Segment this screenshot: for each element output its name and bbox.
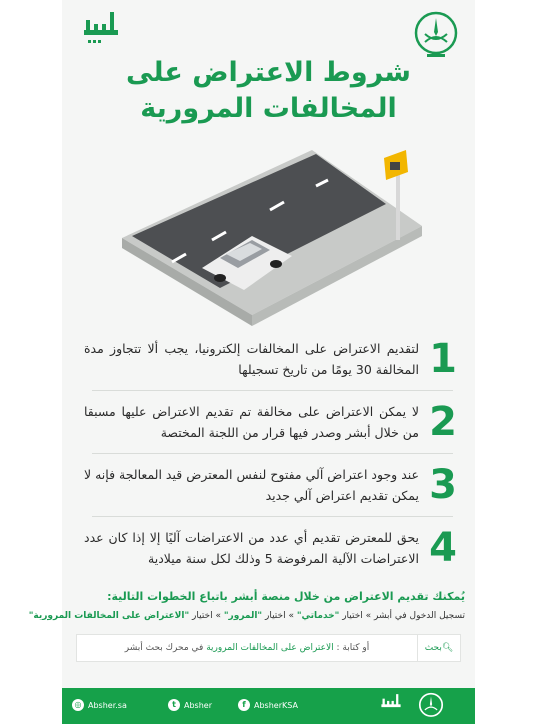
globe-icon: ◎ xyxy=(72,699,84,711)
absher-logo-small xyxy=(380,693,402,719)
facebook-icon: f xyxy=(238,699,250,711)
search-bar xyxy=(76,634,461,662)
path-highlight: "خدماتي" xyxy=(296,611,340,621)
path-highlight: "الاعتراض على المخالفات المرورية" xyxy=(28,611,190,621)
search-icon: 🔍︎ xyxy=(441,643,454,653)
path-step: اختيار xyxy=(192,611,213,621)
hint-suffix: في محرك بحث أبشر xyxy=(124,643,204,653)
divider xyxy=(92,453,453,454)
search-button[interactable] xyxy=(417,635,460,661)
path-step: اختيار xyxy=(264,611,286,621)
instructions-heading: يُمكنك تقديم الاعتراض من خلال منصة أبشر باتباع الخطوات التالية: xyxy=(107,590,465,603)
ministry-emblem-small-icon xyxy=(418,692,444,720)
list-item xyxy=(84,330,461,388)
footer-site-label: Absher.sa xyxy=(88,700,127,710)
page-title-line1: شروط الاعتراض على xyxy=(126,57,411,88)
path-step: اختيار xyxy=(342,611,363,621)
instructions-path: تسجيل الدخول في أبشر » اختيار "خدماتي" » اختيار "المرور" » اختيار "الاعتراض على المخالفات المرورية" xyxy=(28,611,465,621)
step-number: 4 xyxy=(429,525,457,571)
conditions-list xyxy=(84,330,461,577)
path-highlight: "المرور" xyxy=(223,611,263,621)
infographic-card xyxy=(28,0,475,724)
ministry-emblem-icon xyxy=(413,10,459,60)
footer xyxy=(62,688,475,724)
step-text: لتقديم الاعتراض على المخالفات إلكترونيا، يجب ألا تتجاوز مدة المخالفة 30 يومًا من تاريخ تسجيلها xyxy=(84,341,419,377)
absher-logo xyxy=(82,10,120,56)
step-number: 2 xyxy=(429,399,457,445)
list-item xyxy=(84,519,461,577)
list-item xyxy=(84,456,461,514)
hint-term: الاعتراض على المخالفات المرورية xyxy=(206,643,334,653)
footer-facebook-label: AbsherKSA xyxy=(254,700,298,710)
step-number: 1 xyxy=(429,336,457,382)
divider xyxy=(92,390,453,391)
step-text: يحق للمعترض تقديم أي عدد من الاعتراضات آليًا إلا إذا كان عدد الاعتراضات الآلية المرفوضة 5 وذلك لكل سنة ميلادية xyxy=(84,530,419,566)
twitter-icon: t xyxy=(168,699,180,711)
footer-twitter[interactable] xyxy=(168,699,212,711)
search-button-label: بحث xyxy=(424,643,442,653)
hint-prefix: أو كتابة : xyxy=(336,643,370,653)
footer-facebook[interactable] xyxy=(238,699,298,711)
step-number: 3 xyxy=(429,462,457,508)
divider xyxy=(92,516,453,517)
search-hint xyxy=(77,643,417,653)
road-car-illustration xyxy=(102,140,422,330)
path-step: تسجيل الدخول في أبشر xyxy=(374,611,465,621)
list-item xyxy=(84,393,461,451)
footer-twitter-label: Absher xyxy=(184,700,212,710)
step-text: لا يمكن الاعتراض على مخالفة تم تقديم الاعتراض عليها مسبقا من خلال أبشر وصدر فيها قرار من اللجنة المختصة xyxy=(84,404,419,440)
step-text: عند وجود اعتراض آلي مفتوح لنفس المعترض قيد المعالجة فإنه لا يمكن تقديم اعتراض آلي جديد xyxy=(83,467,419,503)
page-title-line2: المخالفات المرورية xyxy=(140,93,397,124)
footer-site[interactable] xyxy=(72,699,127,711)
instructions xyxy=(28,590,465,621)
